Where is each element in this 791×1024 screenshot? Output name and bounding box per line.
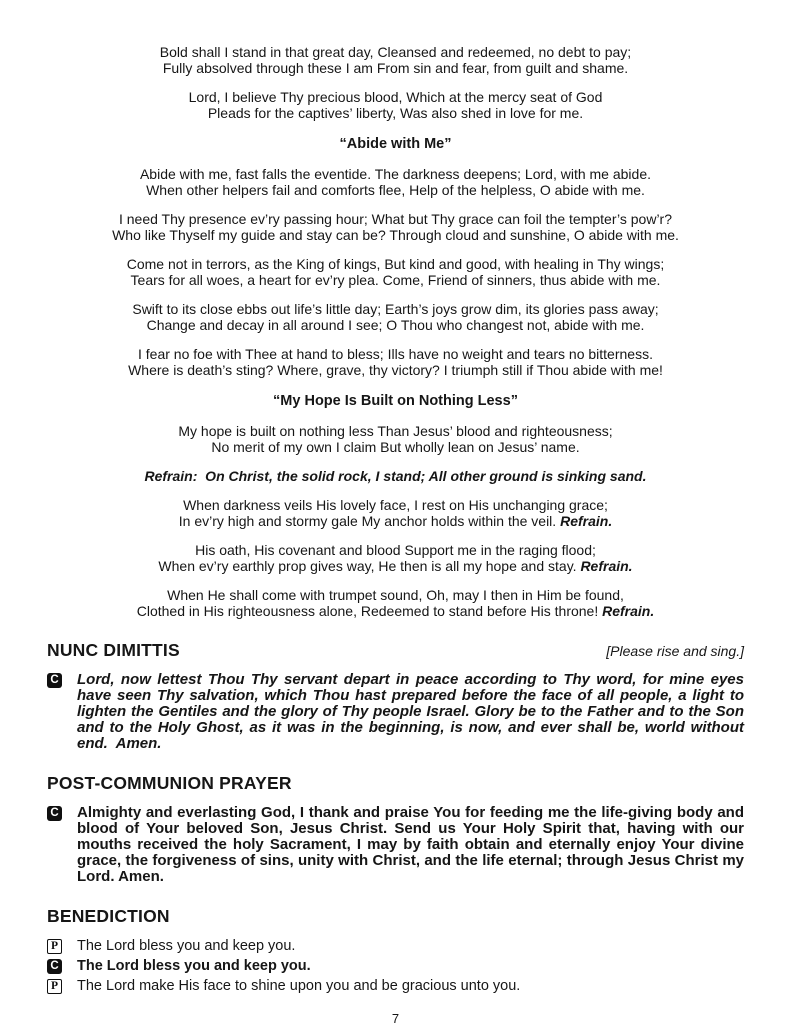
congregation-badge: C — [47, 959, 62, 974]
hymn-line: Bold shall I stand in that great day, Cleansed and redeemed, no debt to pay; — [159, 44, 632, 60]
congregation-badge: C — [47, 806, 62, 821]
section-heading: POST-COMMUNION PRAYER — [47, 773, 292, 793]
congregation-badge: C — [47, 673, 62, 688]
congregation-line — [47, 958, 744, 975]
hymn-stanza — [47, 89, 744, 121]
response-text: The Lord make His face to shine upon you and be gracious unto you. — [77, 978, 521, 994]
refrain-marker: Refrain. — [560, 513, 613, 529]
pastor-badge: P — [47, 979, 62, 994]
hymn-line: Where is death’s sting? Where, grave, thy victory? I triumph still if Thou abide with me! — [128, 362, 663, 378]
hymn-stanza — [47, 346, 744, 378]
hymn-stanza — [47, 423, 744, 455]
hymn-title: “My Hope Is Built on Nothing Less” — [273, 393, 518, 409]
section-heading: BENEDICTION — [47, 906, 170, 926]
hymn-line: Lord, I believe Thy precious blood, Which at the mercy seat of God — [188, 89, 603, 105]
hymn-line — [47, 558, 744, 574]
response-text: The Lord bless you and keep you. — [77, 938, 296, 954]
hymn-my-hope-is-built — [47, 393, 744, 619]
page-number: 7 — [391, 1011, 400, 1024]
hymn-line — [47, 603, 744, 619]
refrain-marker: Refrain. — [580, 558, 633, 574]
hymn-stanza — [47, 542, 744, 574]
hymn-line: Come not in terrors, as the King of kings, But kind and good, with healing in Thy wings; — [126, 256, 665, 272]
hymn-line-text: Clothed in His righteousness alone, Redeemed to stand before His throne! — [136, 603, 599, 619]
hymn-line: When other helpers fail and comforts flee, Help of the helpless, O abide with me. — [146, 182, 645, 198]
hymn-title: “Abide with Me” — [339, 136, 452, 152]
hymn-line: No merit of my own I claim But wholly lean on Jesus’ name. — [211, 439, 580, 455]
hymn-line: His oath, His covenant and blood Support me in the raging flood; — [195, 542, 596, 558]
hymn-line: When darkness veils His lovely face, I rest on His unchanging grace; — [183, 497, 608, 513]
hymn-stanza — [47, 587, 744, 619]
hymn-abide-with-me — [47, 136, 744, 378]
hymn-line: I fear no foe with Thee at hand to bless; Ills have no weight and tears no bitterness. — [138, 346, 653, 362]
hymn-line-text: When ev’ry earthly prop gives way, He then is all my hope and stay. — [158, 558, 577, 574]
section-heading: NUNC DIMITTIS — [47, 640, 180, 660]
section-header-benediction — [47, 906, 744, 926]
hymn-line: Tears for all woes, a heart for ev’ry plea. Come, Friend of sinners, thus abide with me. — [130, 272, 661, 288]
hymn-stanza — [47, 166, 744, 198]
hymn-stanza — [47, 44, 744, 76]
hymn-stanza — [47, 211, 744, 243]
congregation-response — [47, 671, 749, 752]
hymn-line: I need Thy presence ev’ry passing hour; What but Thy grace can foil the tempter’s pow’r? — [118, 211, 673, 227]
section-header-post-communion — [47, 773, 744, 793]
hymn-line: My hope is built on nothing less Than Jesus’ blood and righteousness; — [178, 423, 613, 439]
congregation-response — [47, 804, 749, 885]
hymn-line — [47, 513, 744, 529]
hymn-line: Abide with me, fast falls the eventide. The darkness deepens; Lord, with me abide. — [139, 166, 652, 182]
hymn-stanza — [47, 497, 744, 529]
response-text: Lord, now lettest Thou Thy servant depart in peace according to Thy word, for mine eyes have seen Thy salvation, which Thou hast prepared before the face of all people, a light to lighten the Gentiles and the glory of Thy people Israel. Glory be to the Father and to the Son and to the Holy Ghost, as it was in the beginning, is now, and ever shall be, world without end. Amen. — [77, 671, 749, 752]
hymn-line-text: In ev’ry high and stormy gale My anchor holds within the veil. — [178, 513, 557, 529]
response-text: The Lord bless you and keep you. — [77, 958, 311, 974]
hymn-line: Pleads for the captives’ liberty, Was also shed in love for me. — [207, 105, 584, 121]
hymn-stanzas-closing — [47, 44, 744, 121]
refrain-marker: Refrain. — [602, 603, 655, 619]
hymn-refrain: Refrain: On Christ, the solid rock, I stand; All other ground is sinking sand. — [144, 468, 647, 484]
benediction-responses — [47, 938, 744, 995]
pastor-line — [47, 978, 744, 995]
pastor-badge: P — [47, 939, 62, 954]
hymn-line: When He shall come with trumpet sound, Oh, may I then in Him be found, — [167, 587, 624, 603]
hymn-stanza — [47, 256, 744, 288]
section-header-nunc-dimittis — [47, 640, 744, 660]
hymn-line: Swift to its close ebbs out life’s little day; Earth’s joys grow dim, its glories pass away; — [132, 301, 659, 317]
rubric-note: [Please rise and sing.] — [606, 643, 744, 659]
hymn-line: Fully absolved through these I am From sin and fear, from guilt and shame. — [162, 60, 629, 76]
pastor-line — [47, 938, 744, 955]
hymn-stanza — [47, 301, 744, 333]
response-text: Almighty and everlasting God, I thank and praise You for feeding me the life-giving body and blood of Your beloved Son, Jesus Christ. Send us Your Holy Spirit that, having with our mouths received the holy Sacrament, I may by faith obtain and eternally enjoy Your divine grace, the forgiveness of sins, unity with Christ, and the life eternal; through Jesus Christ my Lord. Amen. — [77, 804, 749, 885]
hymn-line: Change and decay in all around I see; O Thou who changest not, abide with me. — [146, 317, 645, 333]
hymn-line: Who like Thyself my guide and stay can be? Through cloud and sunshine, O abide with me. — [112, 227, 679, 243]
